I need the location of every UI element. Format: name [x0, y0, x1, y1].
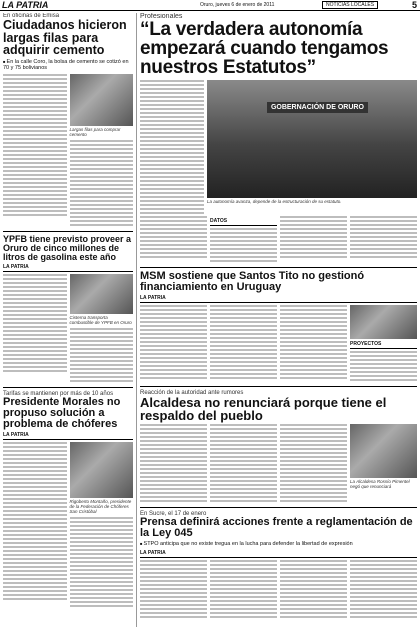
r-story3-photo [350, 424, 417, 478]
story3-photo [70, 442, 134, 498]
r-story4-bullets [140, 541, 417, 547]
r-story3-body [140, 424, 417, 504]
story2-headline: YPFB tiene previsto proveer a Oruro de cinco millones de litros de gasolina este año [3, 233, 132, 262]
r-story4-headline: Prensa definirá acciones frente a reglamentación de la Ley 045 [140, 516, 413, 539]
r-story4-kicker: En Sucre, el 17 de enero [140, 511, 207, 517]
r-story1-headline: “La verdadera autonomía empezará cuando tengamos nuestros Estatutos” [140, 19, 389, 78]
r-story4-section-tag: LA PATRIA [140, 550, 417, 558]
left-column [3, 13, 133, 627]
story3-body [3, 442, 133, 609]
divider [140, 267, 417, 268]
r-story1-label: DATOS [210, 218, 277, 226]
r-story2-photo [350, 305, 417, 339]
r-story4-body [140, 560, 417, 620]
r-story2-inset-label: PROYECTOS [350, 341, 417, 349]
r-story1-body [140, 216, 417, 264]
story2-photo [70, 274, 134, 314]
r-story1-photo [207, 80, 417, 198]
r-story3-kicker: Reacción de la autoridad ante rumores [140, 390, 244, 396]
story1-headline: Ciudadanos hicieron largas filas para adquirir cemento [3, 18, 127, 57]
r-story3-caption: La Alcaldesa Rossío Pimentel negó que renunciará [350, 479, 410, 489]
story3-kicker: Tarifas se mantienen por más de 10 años [3, 390, 114, 397]
r-story1-kicker: Profesionales [140, 13, 183, 20]
story3-headline: Presidente Morales no propuso solución a problema de chóferes [3, 395, 121, 430]
r-story1-caption: La autonomía avanza, depende de la estructuración de su estatuto. [206, 199, 342, 204]
r-story4-bullet: ■ STPO anticipa que no existe tregua en la lucha para defender la libertad de expresión [140, 541, 417, 547]
divider [3, 387, 133, 388]
story1-text-col [3, 74, 67, 228]
story2-caption: Cisterna transporta combustible de YPFB en Oruro [69, 314, 132, 325]
story1-bullets [3, 59, 133, 71]
story1-caption: Largas filas para comprar cemento [69, 126, 121, 137]
story1-bullet: ■ En la calle Coro, la bolsa de cemento se cotizó en 70 y 75 bolivianos [3, 59, 133, 71]
divider [3, 231, 133, 232]
story3-caption: Rigoberto Montaño, presidente de la Federación de Chóferes San Cristóbal [69, 498, 132, 514]
r-story2-body [140, 305, 417, 383]
r-story1-top [140, 80, 417, 216]
column-divider [136, 13, 137, 627]
story2-section-tag: LA PATRIA [3, 264, 133, 272]
divider [140, 386, 417, 387]
r-story2-section-tag: LA PATRIA [140, 295, 417, 303]
masthead-logo: LA PATRIA [2, 0, 49, 10]
story1-photo [70, 74, 134, 126]
story3-section-tag: LA PATRIA [3, 432, 133, 440]
page-number: 5 [411, 0, 417, 10]
divider [140, 507, 417, 508]
story1-kicker: En oficinas de Emisa [3, 13, 60, 19]
masthead [0, 0, 420, 11]
masthead-section: NOTICIAS LOCALES [322, 1, 378, 9]
masthead-date: Oruro, jueves 6 de enero de 2011 [200, 2, 275, 8]
story2-body [3, 274, 133, 384]
story1-photo-col [70, 74, 134, 228]
right-column [140, 13, 417, 627]
story1-body [3, 74, 133, 228]
r-story3-headline: Alcaldesa no renunciará porque tiene el respaldo del pueblo [140, 395, 387, 423]
government-sign: GOBERNACIÓN DE ORURO [267, 102, 368, 113]
r-story2-headline: MSM sostiene que Santos Tito no gestionó financiamiento en Uruguay [140, 270, 365, 293]
